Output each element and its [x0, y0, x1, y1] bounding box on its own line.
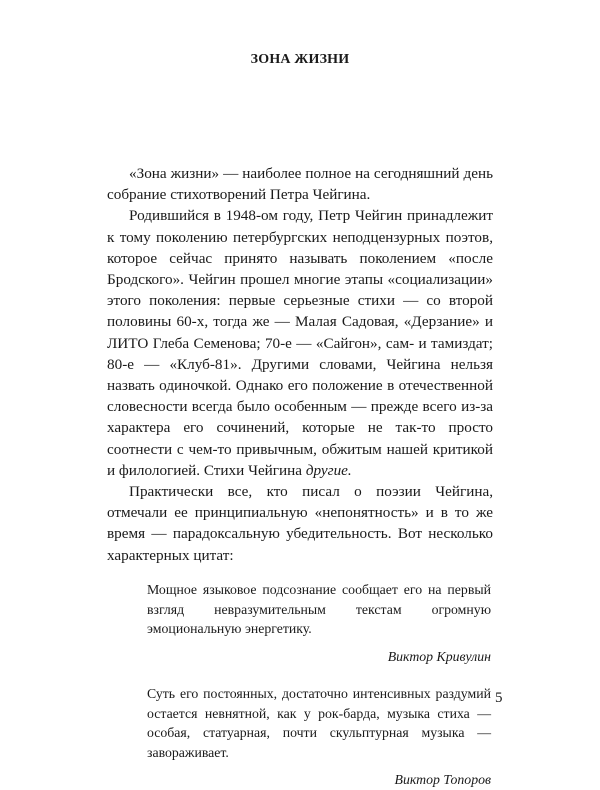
quote-text: Суть его постоянных, достаточно интенсивных раздумий остается невнятной, как у рок-барда, музыка стиха — особая, статуарная, почти скульптурная музыка — завораживает.	[147, 686, 491, 760]
emphasis-word: другие.	[305, 461, 352, 479]
paragraph-biography	[107, 205, 493, 481]
quote-text: Мощное языковое подсознание сообщает его на первый взгляд невразумительным текстам огромную эмоциональную энергетику.	[147, 582, 491, 637]
paragraph-critics: Практически все, кто писал о поэзии Чейгина, отмечали ее принципиальную «непонятность» и в то же время — парадоксальную убедительность. Вот несколько характерных цитат:	[107, 483, 493, 564]
paragraph-intro: «Зона жизни» — наиболее полное на сегодняшний день собрание стихотворений Петра Чейгина.	[107, 165, 493, 204]
page-number: 5	[495, 690, 503, 706]
paragraph-biography-text: Родившийся в 1948-ом году, Петр Чейгин принадлежит к тому поколению петербургских неподцензурных поэтов, которое сейчас принято называть поколением «после Бродского». Чейгин прошел многие этапы «социализации» этого поколения: первые серьезные стихи — со второй половины 60-х, тогда же — Малая Садовая, «Дерзание» и ЛИТО Глеба Семенова; 70-е — «Сайгон», сам- и тамиздат; 80-е — «Клуб-81». Другими словами, Чейгина нельзя назвать одиночкой. Однако его положение в отечественной словесности всегда было особенным — прежде всего из-за характера его сочинений, которые не так-то просто соотнести с чем-то привычным, обжитым нашей критикой и филологией. Стихи Чейгина	[107, 207, 493, 479]
quote-author: Виктор Топоров	[394, 772, 491, 788]
quote-block	[147, 580, 491, 666]
quote-author: Виктор Кривулин	[387, 648, 491, 664]
page-title: ЗОНА ЖИЗНИ	[250, 52, 350, 67]
quote-block	[147, 684, 491, 790]
body-text	[107, 163, 493, 566]
